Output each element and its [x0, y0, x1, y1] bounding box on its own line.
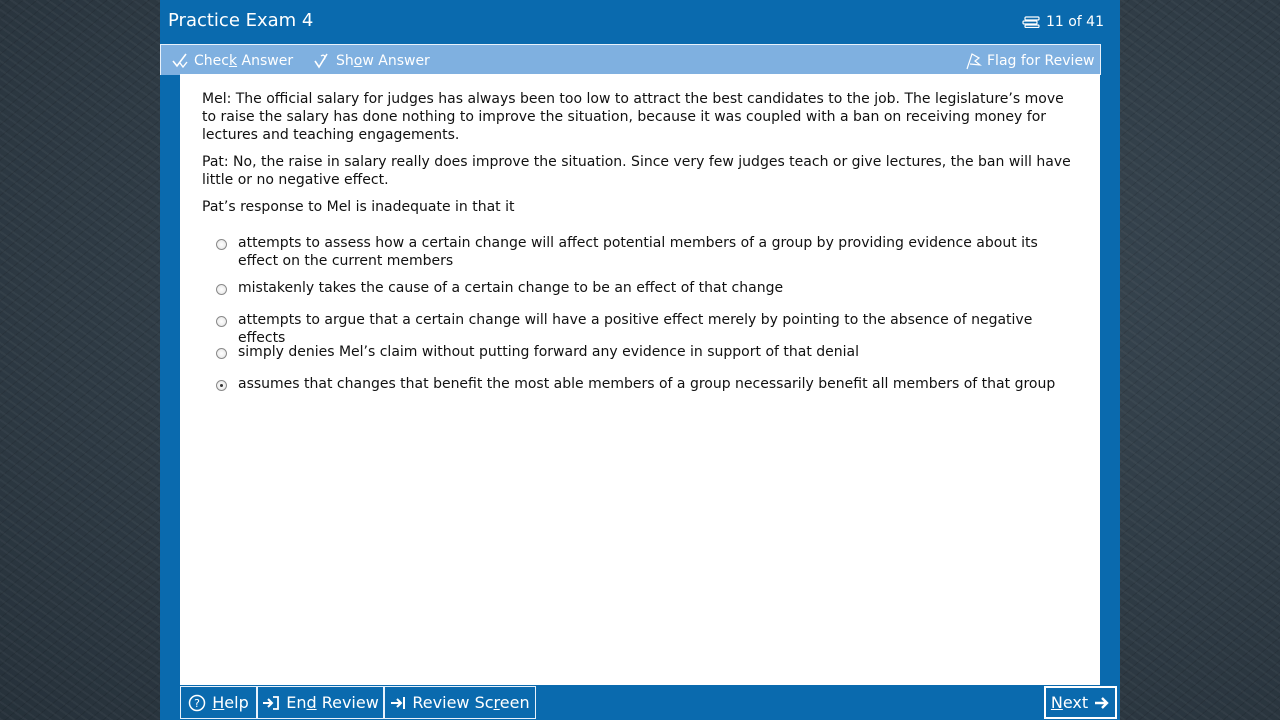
check-answer-button[interactable]	[171, 51, 293, 71]
help-button[interactable]	[180, 686, 257, 719]
answer-choice-text-d[interactable]: simply denies Mel’s claim without putting forward any evidence in support of that denial	[238, 344, 859, 360]
svg-text:?: ?	[194, 696, 201, 710]
check-answer-icon	[171, 52, 189, 70]
answer-choice-d[interactable]	[216, 343, 1076, 361]
end-review-button[interactable]	[257, 686, 384, 719]
question-toolbar	[160, 44, 1101, 75]
answer-choice-text-b[interactable]: mistakenly takes the cause of a certain change to be an effect of that change	[238, 280, 784, 296]
show-answer-label: Show Answer	[336, 53, 430, 69]
help-label: Help	[212, 693, 249, 712]
answer-choice-e[interactable]	[216, 375, 1076, 393]
question-passage	[202, 90, 1082, 225]
radio-button-c[interactable]	[216, 316, 227, 327]
next-button[interactable]	[1044, 686, 1117, 719]
radio-button-b[interactable]	[216, 284, 227, 295]
review-screen-label: Review Screen	[412, 693, 530, 712]
question-progress	[1022, 14, 1104, 30]
answer-choice-b[interactable]	[216, 279, 1076, 297]
arrow-right-icon	[1094, 695, 1110, 711]
question-list-icon	[1022, 16, 1040, 28]
end-review-icon	[262, 695, 280, 711]
radio-button-d[interactable]	[216, 348, 227, 359]
radio-button-e[interactable]	[216, 380, 227, 391]
bottom-navigation-bar	[160, 685, 1120, 720]
next-label: Next	[1050, 693, 1089, 712]
check-answer-label: Check Answer	[194, 53, 294, 69]
answer-choice-text-e[interactable]: assumes that changes that benefit the most able members of a group necessarily benefit all members of that group	[238, 376, 1056, 392]
question-content	[180, 74, 1100, 685]
show-answer-icon	[313, 52, 331, 70]
flag-icon	[964, 52, 982, 70]
radio-button-a[interactable]	[216, 239, 227, 250]
title-bar	[160, 0, 1120, 42]
answer-choice-c[interactable]	[216, 311, 1076, 347]
progress-counter: 11 of 41	[1045, 14, 1104, 30]
question-stem: Pat’s response to Mel is inadequate in that it	[202, 199, 515, 215]
exam-title: Practice Exam 4	[168, 10, 314, 31]
show-answer-button[interactable]	[313, 51, 430, 71]
exam-window	[160, 0, 1120, 720]
arrow-to-bar-icon	[390, 695, 406, 711]
flag-for-review-button[interactable]	[964, 51, 1095, 71]
passage-paragraph-mel: Mel: The official salary for judges has always been too low to attract the best candidates to the job. The legislature’s move to raise the salary has done nothing to improve the situation, because it was coupled with a ban on receiving money for lectures and teaching engagements.	[202, 91, 1064, 143]
review-screen-button[interactable]	[384, 686, 536, 719]
help-icon	[188, 694, 206, 712]
flag-for-review-label: Flag for Review	[987, 53, 1095, 69]
answer-choice-a[interactable]	[216, 234, 1076, 270]
end-review-label: End Review	[286, 693, 379, 712]
passage-paragraph-pat: Pat: No, the raise in salary really does improve the situation. Since very few judges teach or give lectures, the ban will have little or no negative effect.	[202, 154, 1071, 188]
answer-choice-text-c[interactable]: attempts to argue that a certain change will have a positive effect merely by pointing to the absence of negative effects	[238, 312, 1033, 346]
answer-choice-text-a[interactable]: attempts to assess how a certain change will affect potential members of a group by providing evidence about its effect on the current members	[238, 235, 1038, 269]
